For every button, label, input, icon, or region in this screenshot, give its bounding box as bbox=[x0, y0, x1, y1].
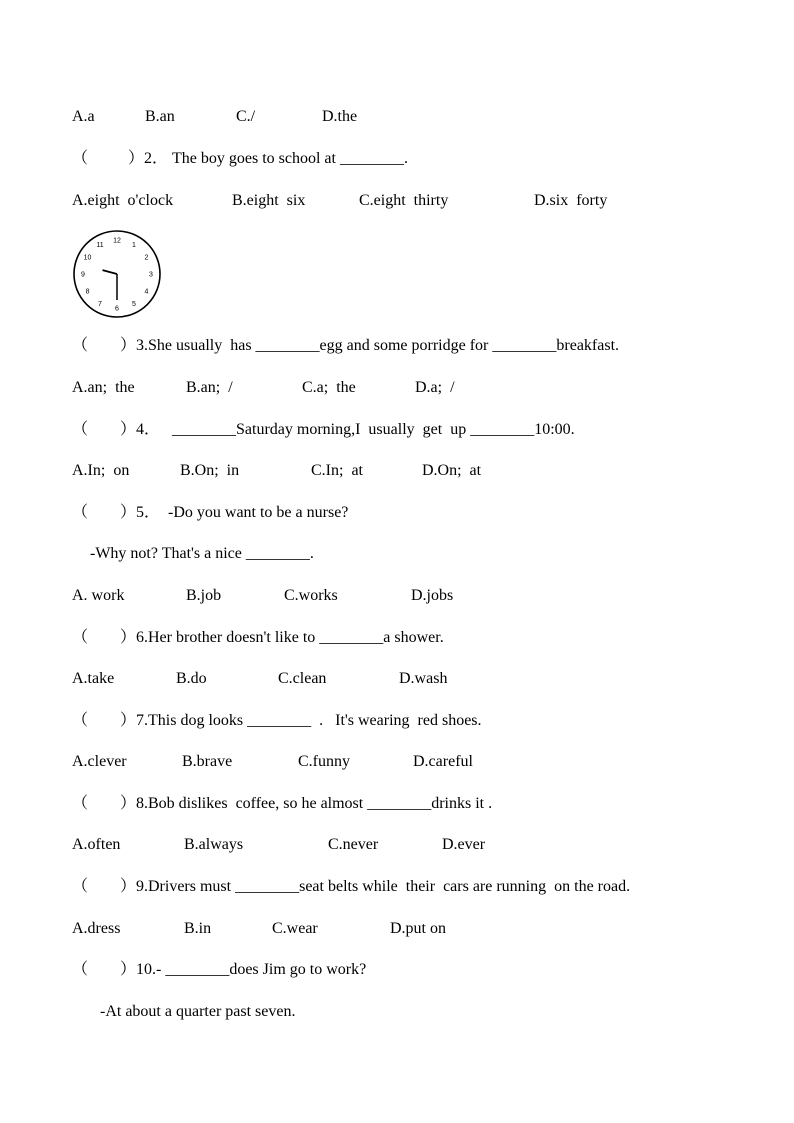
q2-option-d: D.six forty bbox=[534, 192, 608, 209]
question-10: （ ）10.- ________does Jim go to work? bbox=[72, 961, 367, 978]
q8-option-b: B.always bbox=[184, 836, 244, 853]
question-3: （ ）3.She usually has ________egg and some porridge for ________breakfast. bbox=[72, 337, 620, 354]
q5-option-b: B.job bbox=[186, 587, 222, 604]
q5-option-c: C.works bbox=[284, 587, 338, 604]
q9-option-a: A.dress bbox=[72, 920, 121, 937]
q9-option-d: D.put on bbox=[390, 920, 446, 937]
q3-option-d: D.a; / bbox=[415, 379, 455, 396]
clock-image bbox=[72, 229, 162, 319]
q6-option-a: A.take bbox=[72, 670, 115, 687]
question-8: （ ）8.Bob dislikes coffee, so he almost ________drinks it . bbox=[72, 795, 493, 812]
q7-option-b: B.brave bbox=[182, 753, 233, 770]
question-7: （ ）7.This dog looks ________ . It's wearing red shoes. bbox=[72, 712, 482, 729]
q9-option-b: B.in bbox=[184, 920, 212, 937]
q4-option-b: B.On; in bbox=[180, 462, 240, 479]
question-5-reply: -Why not? That's a nice ________. bbox=[90, 545, 314, 562]
question-5: （ ）5． -Do you want to be a nurse? bbox=[72, 504, 349, 521]
clock-number: 6 bbox=[115, 305, 119, 313]
q1-option-b: B.an bbox=[145, 108, 175, 125]
q1-option-c: C./ bbox=[236, 108, 256, 125]
question-4: （ ）4． ________Saturday morning,I usually get up ________10:00. bbox=[72, 421, 575, 438]
q9-option-c: C.wear bbox=[272, 920, 318, 937]
clock-number: 12 bbox=[113, 237, 121, 245]
clock-number: 1 bbox=[132, 242, 136, 250]
q7-option-d: D.careful bbox=[413, 753, 473, 770]
q5-option-a: A. work bbox=[72, 587, 125, 604]
q2-option-a: A.eight o'clock bbox=[72, 192, 174, 209]
q2-option-b: B.eight six bbox=[232, 192, 306, 209]
q1-option-a: A.a bbox=[72, 108, 95, 125]
clock-hour-hand bbox=[103, 270, 117, 274]
clock-number: 11 bbox=[96, 242, 104, 250]
q8-option-d: D.ever bbox=[442, 836, 486, 853]
q3-option-c: C.a; the bbox=[302, 379, 356, 396]
q4-option-d: D.On; at bbox=[422, 462, 482, 479]
q8-option-a: A.often bbox=[72, 836, 121, 853]
q6-option-c: C.clean bbox=[278, 670, 327, 687]
clock-number: 2 bbox=[144, 254, 149, 262]
q4-option-c: C.In; at bbox=[311, 462, 363, 479]
clock-number: 8 bbox=[85, 288, 90, 296]
q8-option-c: C.never bbox=[328, 836, 379, 853]
q3-option-a: A.an; the bbox=[72, 379, 135, 396]
q7-option-c: C.funny bbox=[298, 753, 350, 770]
q1-option-d: D.the bbox=[322, 108, 358, 125]
q6-option-b: B.do bbox=[176, 670, 207, 687]
clock-number: 3 bbox=[149, 271, 153, 279]
q7-option-a: A.clever bbox=[72, 753, 127, 770]
q3-option-b: B.an; / bbox=[186, 379, 233, 396]
q5-option-d: D.jobs bbox=[411, 587, 454, 604]
clock-number: 4 bbox=[144, 288, 149, 296]
clock-number: 9 bbox=[81, 271, 85, 279]
q4-option-a: A.In; on bbox=[72, 462, 130, 479]
question-2: （ ）2． The boy goes to school at ________. bbox=[72, 150, 408, 167]
q2-option-c: C.eight thirty bbox=[359, 192, 449, 209]
clock-number: 10 bbox=[83, 254, 92, 262]
question-6: （ ）6.Her brother doesn't like to ________a shower. bbox=[72, 629, 444, 646]
clock-number: 7 bbox=[98, 300, 102, 308]
q6-option-d: D.wash bbox=[399, 670, 448, 687]
question-10-reply: -At about a quarter past seven. bbox=[100, 1003, 296, 1020]
question-9: （ ）9.Drivers must ________seat belts while their cars are running on the road. bbox=[72, 878, 631, 895]
clock-number: 5 bbox=[132, 300, 136, 308]
